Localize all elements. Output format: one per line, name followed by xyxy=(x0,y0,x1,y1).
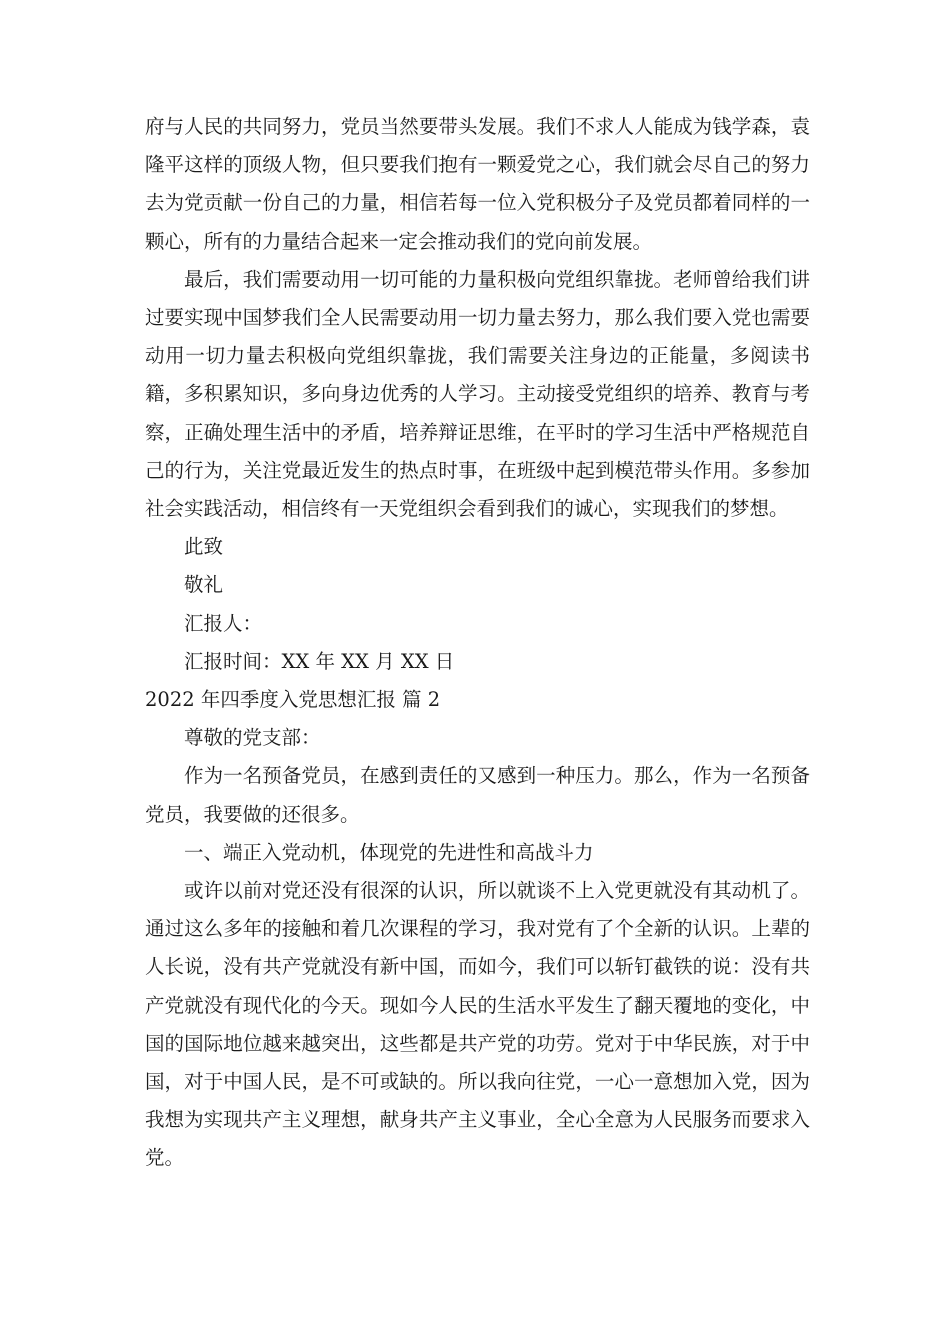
closing-regards: 敬礼 xyxy=(184,573,224,597)
report-date-line: 汇报时间：XX 年 XX 月 XX 日 xyxy=(184,649,455,673)
paragraph-final-point: 最后，我们需要动用一切可能的力量积极向党组织靠拢。老师曾给我们讲过要实现中国梦我们全人民需要动用一切力量去努力，那么我们要入党也需要动用一切力量去积极向党组织靠拢，我们需要关注身边的正能量，多阅读书籍，多积累知识，多向身边优秀的人学习。主动接受党组织的培养、教育与考察，正确处理生活中的矛盾，培养辩证思维，在平时的学习生活中严格规范自己的行为，关注党最近发生的热点时事，在班级中起到模范带头作用。多参加社会实践活动，相信终有一天党组织会看到我们的诚心，实现我们的梦想。 xyxy=(145,267,810,521)
reporter-line: 汇报人： xyxy=(184,611,263,635)
subheading-one: 一、端正入党动机，体现党的先进性和高战斗力 xyxy=(184,840,594,864)
greeting: 尊敬的党支部： xyxy=(184,726,321,750)
document-page xyxy=(145,108,810,1178)
paragraph-continuation: 府与人民的共同努力，党员当然要带头发展。我们不求人人能成为钱学森，袁隆平这样的顶级人物，但只要我们抱有一颗爱党之心，我们就会尽自己的努力去为党贡献一份自己的力量，相信若每一位入党积极分子及党员都着同样的一颗心，所有的力量结合起来一定会推动我们的党向前发展。 xyxy=(145,115,810,253)
paragraph-intro: 作为一名预备党员，在感到责任的又感到一种压力。那么，作为一名预备党员，我要做的还很多。 xyxy=(145,764,810,826)
closing-salutation: 此致 xyxy=(184,535,224,559)
section-title: 2022 年四季度入党思想汇报 篇 2 xyxy=(145,688,441,712)
paragraph-motivation: 或许以前对党还没有很深的认识，所以就谈不上入党更就没有其动机了。通过这么多年的接触和着几次课程的学习，我对党有了个全新的认识。上辈的人长说，没有共产党就没有新中国，而如今，我们可以斩钉截铁的说：没有共产党就没有现代化的今天。现如今人民的生活水平发生了翻天覆地的变化，中国的国际地位越来越突出，这些都是共产党的功劳。党对于中华民族，对于中国，对于中国人民，是不可或缺的。所以我向往党，一心一意想加入党，因为我想为实现共产主义理想，献身共产主义事业，全心全意为人民服务而要求入党。 xyxy=(145,879,810,1170)
